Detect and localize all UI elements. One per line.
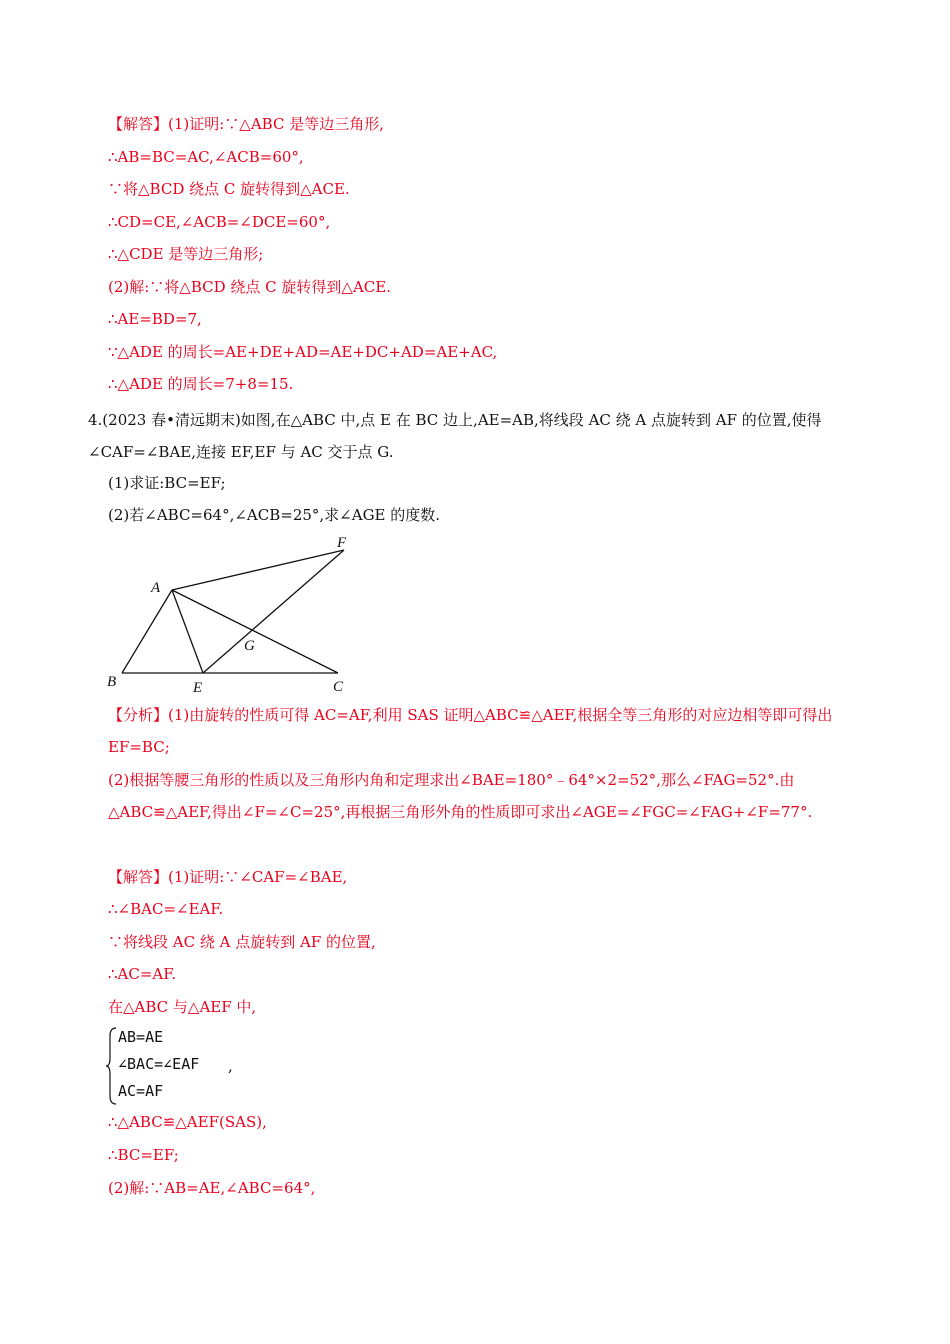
solution4-line: (2)解:∵AB=AE,∠ABC=64°, [108,1179,316,1197]
left-brace-icon [106,1026,118,1106]
system-equation: AC=AF [118,1082,164,1100]
problem4-question-2: (2)若∠ABC=64°,∠ACB=25°,求∠AGE 的度数. [108,506,441,524]
label-C: C [333,679,344,695]
solution4-line: ∴BC=EF; [108,1146,179,1164]
solution4-line: 【解答】(1)证明:∵∠CAF=∠BAE, [108,868,348,886]
solution3-line: ∴△CDE 是等边三角形; [108,245,264,263]
solution3-line: 【解答】(1)证明:∵△ABC 是等边三角形, [108,115,384,133]
analysis-part-2: (2)根据等腰三角形的性质以及三角形内角和定理求出∠BAE=180°﹣64°×2=52°,那么∠FAG=52°.由△ABC≌△AEF,得出∠F=∠C=25°,再根据三角形外角的性质即可求出∠AGE=∠FGC=∠FAG+∠F=77°. [108,771,813,821]
system-comma: , [228,1057,233,1075]
solution4-line: 在△ABC 与△AEF 中, [108,998,257,1016]
solution4-line: ∵将线段 AC 绕 A 点旋转到 AF 的位置, [108,933,376,951]
solution4-line: ∴△ABC≌△AEF(SAS), [108,1113,267,1131]
solution3-line: ∴AB=BC=AC,∠ACB=60°, [108,148,304,166]
label-G: G [244,638,255,654]
label-F: F [337,535,347,551]
problem4-question-1: (1)求证:BC=EF; [108,474,226,492]
geometry-figure [100,530,360,700]
solution4-line: ∴∠BAC=∠EAF. [108,900,224,918]
solution3-line: ∴CD=CE,∠ACB=∠DCE=60°, [108,213,331,231]
solution3-line: (2)解:∵将△BCD 绕点 C 旋转得到△ACE. [108,278,391,296]
system-equation: ∠BAC=∠EAF [118,1055,200,1073]
label-A: A [151,580,161,596]
analysis-part-1: 【分析】(1)由旋转的性质可得 AC=AF,利用 SAS 证明△ABC≌△AEF,根据全等三角形的对应边相等即可得出 EF=BC; [108,706,833,756]
solution3-line: ∴△ADE 的周长=7+8=15. [108,375,294,393]
problem4-statement: 4.(2023 春•清远期末)如图,在△ABC 中,点 E 在 BC 边上,AE=AB,将线段 AC 绕 A 点旋转到 AF 的位置,使得∠CAF=∠BAE,连接 EF,EF 与 AC 交于点 G. [88,411,822,461]
solution3-line: ∵将△BCD 绕点 C 旋转得到△ACE. [108,180,350,198]
label-E: E [193,680,203,696]
segment-EF [203,550,344,673]
segment-AF [172,550,344,590]
solution4-line: ∴AC=AF. [108,965,177,983]
segment-AC [172,590,338,673]
equation-system [106,1026,246,1106]
solution3-line: ∵△ADE 的周长=AE+DE+AD=AE+DC+AD=AE+AC, [108,343,498,361]
solution3-line: ∴AE=BD=7, [108,310,202,328]
segment-AB [122,590,172,673]
system-equation: AB=AE [118,1028,164,1046]
label-B: B [107,674,117,690]
